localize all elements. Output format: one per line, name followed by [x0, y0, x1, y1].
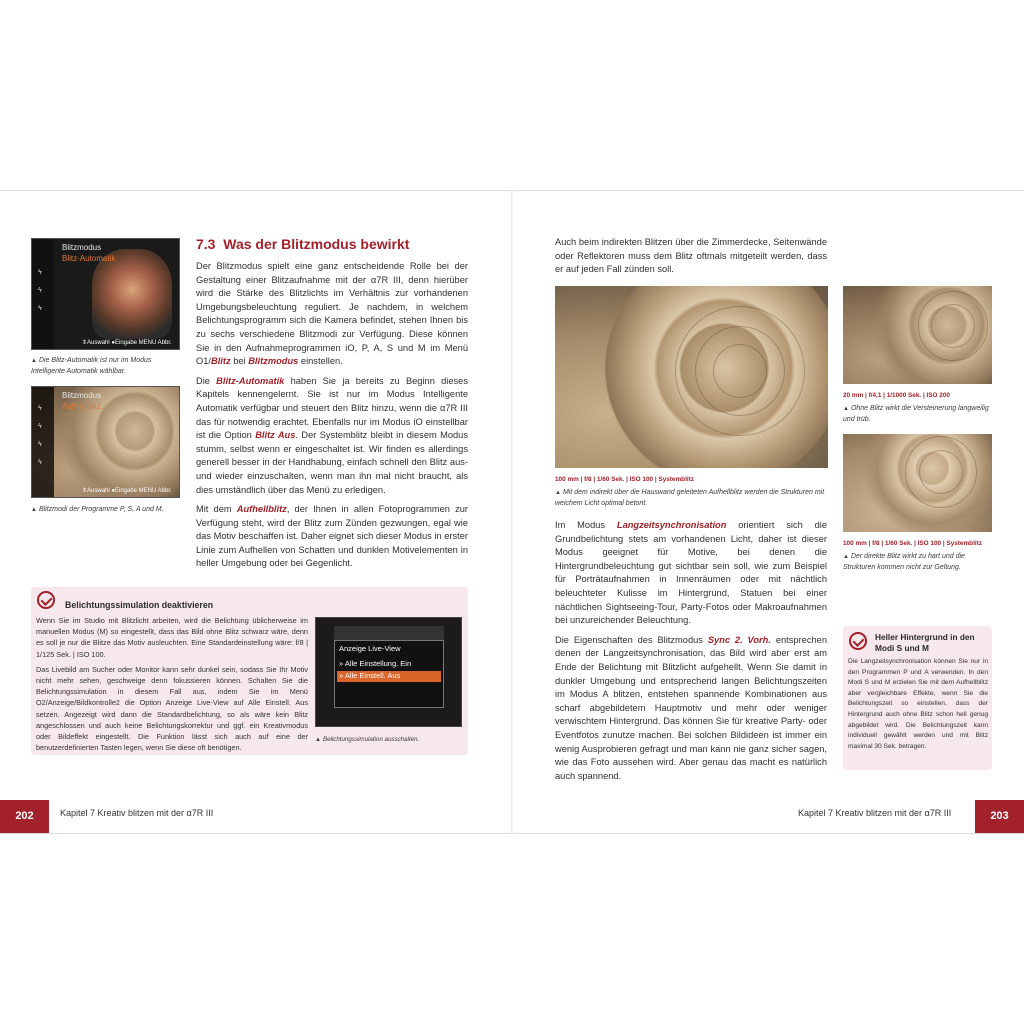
flash-icon: ϟ	[38, 423, 42, 430]
screen1-caption: ▲ Die Blitz-Automatik ist nur im Modus Intelligente Automatik wählbar.	[31, 357, 152, 375]
info-box-title: Belichtungssimulation deaktivieren	[65, 600, 214, 610]
flash-icon: ϟ	[38, 287, 42, 294]
screen-value: Blitz-Automatik	[62, 254, 116, 263]
fossil-ring	[931, 304, 975, 348]
small1-caption: ▲ Ohne Blitz wirkt die Versteinerung langweilig und trüb.	[843, 405, 989, 423]
section-heading	[196, 236, 409, 252]
checkmark-icon	[849, 632, 867, 650]
dropdown-dialog	[334, 640, 444, 708]
flash-icon: ϟ	[38, 269, 42, 276]
photo-exif-small1: 20 mm | f/4,1 | 1/1000 Sek. | ISO 200	[843, 392, 950, 399]
screen-button-bar: ⇕Auswahl ●Eingabe MENU Abbr.	[82, 488, 172, 494]
flash-icon: ϟ	[38, 441, 42, 448]
checkmark-icon	[37, 591, 55, 609]
triangle-icon: ▲	[843, 554, 849, 560]
flash-icon: ϟ	[38, 459, 42, 466]
flash-icon: ϟ	[38, 305, 42, 312]
info-box-bright-background	[843, 626, 992, 770]
big-photo-caption: ▲ Mit dem indirekt über die Hauswand geleiteten Aufhellblitz werden die Strukturen mit weichem Licht optimal betont.	[555, 489, 825, 507]
fossil-ring	[919, 450, 963, 494]
section-title: Was der Blitzmodus bewirkt	[223, 236, 410, 252]
camera-screen-flash-modes	[31, 386, 180, 498]
footer-chapter-right: Kapitel 7 Kreativ blitzen mit der α7R III	[798, 808, 952, 818]
screen3-caption: ▲ Belichtungssimulation ausschalten.	[315, 736, 420, 743]
flash-icon: ϟ	[38, 405, 42, 412]
paragraph: Im Modus Langzeitsynchronisation orientiert sich die Grundbelichtung stets am vorhandenen Licht, daher ist dieser Modus geeignet für Motive, bei denen die Hintergrundbeleuchtung gut sichtbar sein soll, wie zum Beispiel für Porträtaufnahmen in Innenräumen oder mit nächtlich beleuchteter Kulisse im Hintergrund, Statuen bei einer nächtlichen Sightseeing-Tour, Party-Fotos oder Makroaufnahmen bei unzureichender Beleuchtung.	[555, 520, 827, 626]
fossil-ring	[713, 344, 767, 398]
page-number-right: 203	[975, 800, 1024, 833]
dropdown-title: Anzeige Live-View	[339, 644, 401, 653]
screen-title: Blitzmodus	[62, 391, 102, 400]
photo-fossil-no-flash	[843, 286, 992, 384]
paragraph: Der Blitzmodus spielt eine ganz entscheidende Rolle bei der Gestaltung einer Blitzaufnahme mit der α7R III, denn hierüber wird die Stärke des Blitzlichts im Verhältnis zur vorhandenen Umgebungsbeleuchtung reguliert. Je nachdem, in welchem Belichtungsprogramm sich die Kamera befindet, stehen Ihnen bis zu sechs verschiedene Blitzmodi zur Verfügung. Diese können Sie in den Aufnahmeprogrammen iO, P, A, S und M im Menü O1/Blitz bei Blitzmodus einstellen.	[196, 261, 468, 367]
menu-icon-column	[32, 239, 54, 349]
info-box-title: Heller Hintergrund in den Modi S und M	[875, 632, 975, 653]
photo-exif-big: 100 mm | f/8 | 1/60 Sek. | ISO 100 | Systemblitz	[555, 476, 694, 483]
footer-chapter-left: Kapitel 7 Kreativ blitzen mit der α7R III	[60, 808, 214, 818]
triangle-icon: ▲	[31, 358, 37, 364]
info-box-exposure-simulation	[31, 587, 468, 755]
right-intro-text: Auch beim indirekten Blitzen über die Zimmerdecke, Seitenwände oder Reflektoren muss dem Blitz oftmals mitgeteilt werden, dass er auf jeden Fall zünden soll.	[555, 237, 827, 275]
photo-exif-small2: 100 mm | f/8 | 1/60 Sek. | ISO 100 | Systemblitz	[843, 540, 982, 547]
screen-button-bar: ⇕Auswahl ●Eingabe MENU Abbr.	[82, 340, 172, 346]
info-box-text: Wenn Sie im Studio mit Blitzlicht arbeiten, wird die Belichtung üblicherweise im manuellen Modus (M) so eingestellt, dass das Bild ohne Blitz schwarz wäre, denn es soll je nur die Blitze das Motiv ausleuchten. Eine Standardeinstellung wäre: f/8 | 1/125 Sek. | ISO 100. Das Livebild am Sucher oder Monitor kann sehr dunkel sein, sodass Sie Ihr Motiv nicht mehr sehen, geschweige denn fokussieren können. Schalten Sie die Belichtungssimulation in diesem Fall aus, indem Sie im Menü O2/Anzeige/Bildkontrolle2 die Option Anzeige Live-View auf Alle Einstell. Aus setzen. Angezeigt wird dann die Standardbelichtung, so als wäre kein Blitz angeschlossen und auch keine Belichtungskorrektur und ggf. ein Kreativmodus oder Bildeffekt eingestellt. Die Funktion lässt sich auch auf eine der benutzerdefinierten Tasten legen, wenn Sie diese oft benötigen.	[36, 616, 308, 753]
right-body-text	[555, 519, 827, 789]
photo-fossil-direct-flash	[843, 434, 992, 532]
triangle-icon: ▲	[843, 406, 849, 412]
info-box-text: Die Langzeitsynchronisation können Sie nur in den Programmen P und A verwenden. In den Modi S und M erzielen Sie mit dem Aufhellblitz aber vergleichbare Effekte, wenn Sie die Belichtungszeit so einstellen, dass der Hintergrund auch ohne Blitz schon hell genug abgebildet wird. Die Belichtungszeit kann individuell gewählt werden und mit Blitz maximal 30 Sek. betragen.	[848, 658, 988, 750]
small2-caption: ▲ Der direkte Blitz wirkt zu hart und die Strukturen kommen nicht zur Geltung.	[843, 553, 965, 571]
section-number: 7.3	[196, 236, 216, 252]
triangle-icon: ▲	[555, 490, 561, 496]
paragraph: Die Eigenschaften des Blitzmodus Sync 2. Vorh. entsprechen denen der Langzeitsynchronisation, das Bild wird aber erst am Ende der Belichtung mit Blitzlicht aufgehellt. Wenn Sie damit in dunkler Umgebung und entsprechend langen Belichtungszeiten im Modus A blitzen, entstehen spannende Kombinationen aus scharf abgebildetem Hauptmotiv und mehr oder weniger verwischtem Hintergrund. Das können Sie für kreative Party- oder Eventfotos zunutze machen. Bei solchen Bildideen ist immer ein wenig Ausprobieren gefragt und man kann nie ganz sicher sagen, wie das Foto aussehen wird. Aber genau das macht es natürlich auch spannend.	[555, 634, 827, 781]
menu-icon-column	[32, 387, 54, 497]
screen-value: Aufhellblitz	[62, 402, 101, 411]
page-number-left: 202	[0, 800, 49, 833]
paragraph: Mit dem Aufhellblitz, der Ihnen in allen Fotoprogrammen zur Verfügung steht, wird der Blitz zum Zünden gezwungen, egal wie das Motiv beschaffen ist. Daher eignet sich dieser Modus in erster Linie zum Aufhellen von Schatten und dunklen Motivelementen in heller Umgebung oder bei Gegenlicht.	[196, 504, 468, 569]
screen-title: Blitzmodus	[62, 243, 102, 252]
camera-screen-flash-auto	[31, 238, 180, 350]
option-all-on[interactable]: » Alle Einstellung. Ein	[339, 659, 412, 668]
tab-bar	[334, 626, 444, 640]
left-body-text	[196, 260, 468, 577]
screen2-caption: ▲ Blitzmodi der Programme P, S, A und M.	[31, 506, 164, 513]
photo-fossil-bounce-flash	[555, 286, 828, 468]
paragraph: Die Blitz-Automatik haben Sie ja bereits zu Beginn dieses Kapitels kennengelernt. Sie ist nur im Modus Intelligente Automatik verfügbar und steuert den Blitz hinzu, wenn die α7R III das für notwendig erachtet. Ebenfalls nur im Modus iO einstellbar ist die Option Blitz Aus. Der Systemblitz bleibt in diesem Modus stumm, selbst wenn er eingeschaltet ist. Wir finden es allerdings generell besser in der Handhabung, einfach schnell den Blitz aus- und wieder einzuschalten, wenn man ihn mal nicht braucht, als dies umständlich über das Menü zu erledigen.	[196, 375, 469, 495]
live-view-menu-screen	[315, 617, 462, 727]
triangle-icon: ▲	[31, 507, 37, 513]
option-all-off[interactable]: » Alle Einstell. Aus	[339, 671, 401, 680]
triangle-icon: ▲	[315, 737, 321, 743]
book-gutter	[511, 190, 513, 834]
